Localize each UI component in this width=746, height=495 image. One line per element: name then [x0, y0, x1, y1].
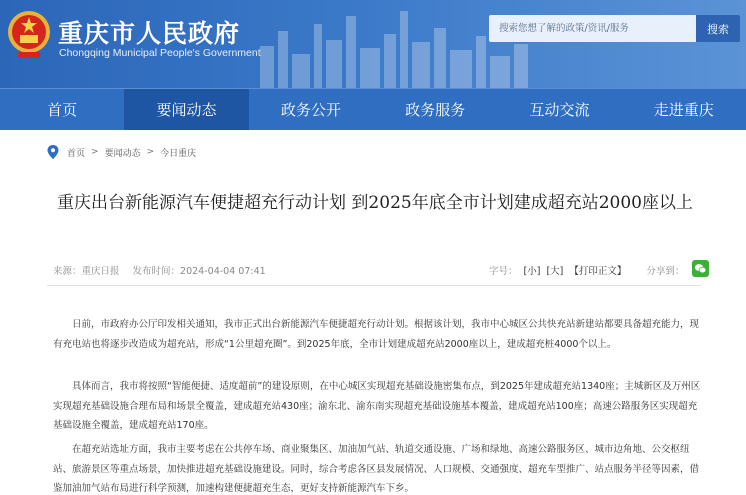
breadcrumb-separator: >	[146, 147, 155, 157]
breadcrumb-separator: >	[91, 147, 99, 157]
divider	[47, 285, 701, 286]
article-source: 来源：重庆日报	[53, 266, 120, 277]
breadcrumb-today-chongqing[interactable]: 今日重庆	[160, 148, 197, 159]
search-input[interactable]	[489, 15, 696, 42]
nav-item-interaction[interactable]: 互动交流	[529, 101, 590, 119]
nav-item-gov-services[interactable]: 政务服务	[405, 101, 466, 119]
search-button[interactable]: 搜索	[696, 15, 740, 42]
site-title[interactable]: 重庆市人民政府	[58, 19, 241, 48]
breadcrumb-news[interactable]: 要闻动态	[104, 148, 141, 159]
national-emblem-logo	[6, 8, 52, 60]
font-large-button[interactable]: [大]	[546, 266, 564, 277]
article-meta	[53, 263, 276, 277]
article-paragraph: 在超充站选址方面，我市主要考虑在公共停车场、商业聚集区、加油加气站、轨道交通设施、广场和绿地、高速公路服务区、城市边角地、公交枢纽站、旅游景区等重点场景，加快推进超充基础设施建设。同时，综合考虑各区县发展情况、人口规模、交通强度、超充车型推广、站点服务半径等因素，借鉴加油加气站布局进行科学预测，加速构建便捷超充生态，更好支持新能源汽车下乡。	[53, 444, 700, 494]
article-title: 重庆出台新能源汽车便捷超充行动计划 到2025年底全市计划建成超充站2000座以上	[57, 193, 693, 213]
nav-item-home[interactable]: 首页	[47, 101, 78, 119]
site-header	[0, 0, 746, 88]
nav-item-news[interactable]: 要闻动态	[124, 89, 248, 130]
share-label: 分享到：	[646, 266, 685, 277]
font-size-label: 字号：	[489, 266, 518, 277]
print-button[interactable]: 【打印正文】	[569, 266, 627, 277]
article-tools	[489, 263, 709, 277]
location-pin-icon	[47, 145, 59, 159]
breadcrumb-home[interactable]: 首页	[67, 148, 86, 159]
article-paragraph: 具体而言，我市将按照“智能便捷、适度超前”的建设原则，在中心城区实现超充基础设施密集布点，到2025年建成超充站1340座；主城新区及万州区实现超充基础设施合理布局和场景全覆盖，建成超充站430座；渝东北、渝东南实现超充基础设施基本覆盖，建成超充站100座；高速公路服务区实现超充基础设施全覆盖，建成超充站170座。	[53, 381, 701, 431]
main-nav	[0, 88, 746, 130]
site-subtitle: Chongqing Municipal People's Government	[59, 47, 261, 59]
wechat-share-icon[interactable]	[692, 260, 709, 277]
nav-item-about-chongqing[interactable]: 走进重庆	[653, 101, 714, 119]
article-paragraph: 日前，市政府办公厅印发相关通知，我市正式出台新能源汽车便捷超充行动计划。根据该计划，我市中心城区公共快充站新建站都要具备超充能力，现有充电站也将逐步改造成为超充站，形成“1公里超充圈”。到2025年底，全市计划建成超充站2000座以上，建成超充桩4000个以上。	[53, 319, 700, 350]
article-publish-time: 发布时间：2024-04-04 07:41	[132, 266, 266, 277]
nav-item-gov-affairs[interactable]: 政务公开	[280, 101, 341, 119]
search-box[interactable]	[489, 15, 696, 42]
font-small-button[interactable]: [小]	[523, 266, 541, 277]
breadcrumb	[47, 145, 196, 159]
